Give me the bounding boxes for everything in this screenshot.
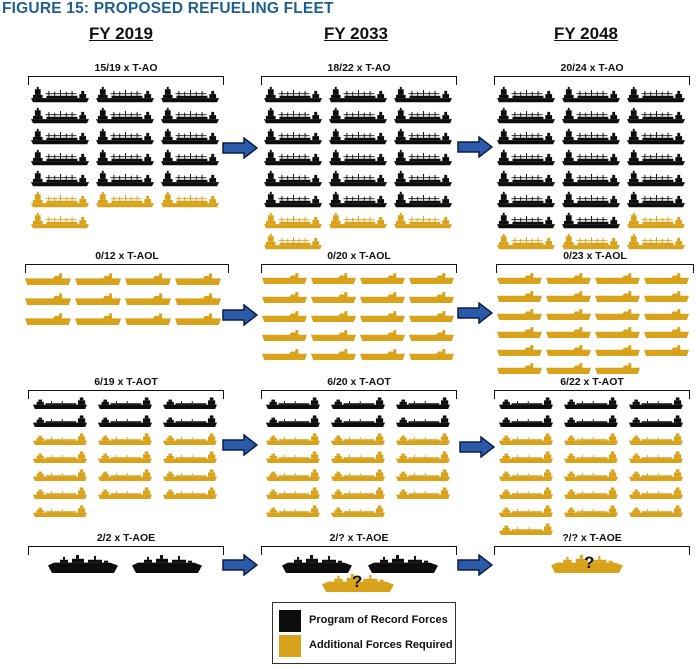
oiler-ship-icon <box>368 555 438 574</box>
oiler-ship-icon <box>329 107 387 124</box>
oiler-ship-icon <box>627 149 685 166</box>
oiler-ship-icon <box>31 170 89 187</box>
oiler-ship-icon <box>329 149 387 166</box>
tanker-ship-icon <box>396 414 450 427</box>
legend <box>272 602 456 664</box>
oiler-ship-icon <box>562 170 620 187</box>
oiler-ship-icon <box>627 191 685 208</box>
oiler-ship-icon <box>627 86 685 103</box>
tanker-ship-icon <box>311 289 356 303</box>
tanker-ship-icon <box>175 310 221 325</box>
tanker-ship-icon <box>33 450 87 463</box>
panel-label-taot-2048: 6/22 x T-AOT <box>560 376 624 388</box>
tanker-ship-icon <box>564 468 618 481</box>
tanker-ship-icon <box>497 360 542 374</box>
tanker-ship-icon <box>629 504 683 517</box>
legend-swatch-additional <box>279 635 301 657</box>
legend-swatch-program <box>279 610 301 632</box>
tanker-ship-icon <box>499 522 553 535</box>
tanker-ship-icon <box>75 290 121 305</box>
tanker-ship-icon <box>629 468 683 481</box>
oiler-ship-icon <box>627 107 685 124</box>
tanker-ship-icon <box>360 327 405 341</box>
oiler-ship-icon <box>31 191 89 208</box>
tanker-ship-icon <box>33 504 87 517</box>
oiler-ship-icon <box>562 233 620 250</box>
tanker-ship-icon <box>266 486 320 499</box>
oiler-ship-icon <box>329 212 387 229</box>
tanker-ship-icon <box>331 468 385 481</box>
oiler-ship-icon <box>96 107 154 124</box>
tanker-ship-icon <box>25 290 71 305</box>
oiler-ship-icon <box>264 107 322 124</box>
tanker-ship-icon <box>163 468 217 481</box>
oiler-ship-icon <box>48 555 118 574</box>
tanker-ship-icon <box>564 486 618 499</box>
tanker-ship-icon <box>595 360 640 374</box>
oiler-ship-icon <box>161 149 219 166</box>
tanker-ship-icon <box>546 288 591 302</box>
tanker-ship-icon <box>25 270 71 285</box>
oiler-ship-icon <box>264 233 322 250</box>
panel-label-taot-2019: 6/19 x T-AOT <box>94 376 158 388</box>
arrow-right-icon <box>457 136 493 158</box>
tanker-ship-icon <box>262 270 307 284</box>
panel-label-tao-2048: 20/24 x T-AO <box>560 62 624 74</box>
oiler-ship-icon <box>264 86 322 103</box>
oiler-ship-icon <box>31 86 89 103</box>
tanker-ship-icon <box>98 396 152 409</box>
tanker-ship-icon <box>497 306 542 320</box>
tanker-ship-icon <box>125 290 171 305</box>
oiler-ship-icon <box>497 128 555 145</box>
oiler-ship-icon <box>161 86 219 103</box>
tanker-ship-icon <box>595 306 640 320</box>
arrow-right-icon <box>222 554 258 576</box>
tanker-ship-icon <box>497 288 542 302</box>
tanker-ship-icon <box>409 346 454 360</box>
tanker-ship-icon <box>499 504 553 517</box>
oiler-ship-icon <box>497 107 555 124</box>
oiler-ship-icon <box>31 212 89 229</box>
panel-bracket-taoe-2019 <box>28 546 224 555</box>
arrow-right-icon <box>459 436 495 458</box>
tanker-ship-icon <box>163 432 217 445</box>
legend-item-additional <box>279 635 453 657</box>
oiler-ship-icon <box>264 170 322 187</box>
oiler-ship-icon <box>497 191 555 208</box>
tanker-ship-icon <box>396 450 450 463</box>
oiler-ship-icon <box>161 107 219 124</box>
tanker-ship-icon <box>409 308 454 322</box>
arrow-right-icon <box>457 302 493 324</box>
tanker-ship-icon <box>311 270 356 284</box>
tanker-ship-icon <box>409 289 454 303</box>
oiler-ship-icon <box>562 191 620 208</box>
oiler-ship-icon <box>394 128 452 145</box>
panel-bracket-tao-2019 <box>28 76 224 85</box>
oiler-ship-icon <box>394 107 452 124</box>
oiler-ship-icon <box>562 107 620 124</box>
tanker-ship-icon <box>499 414 553 427</box>
panel-label-taol-2019: 0/12 x T-AOL <box>95 250 159 262</box>
tanker-ship-icon <box>396 486 450 499</box>
tanker-ship-icon <box>546 360 591 374</box>
oiler-ship-icon <box>264 212 322 229</box>
tanker-ship-icon <box>311 327 356 341</box>
panel-bracket-taoe-2033 <box>261 546 457 555</box>
tanker-ship-icon <box>546 342 591 356</box>
tanker-ship-icon <box>644 342 689 356</box>
tanker-ship-icon <box>33 396 87 409</box>
tanker-ship-icon <box>499 450 553 463</box>
tanker-ship-icon <box>629 414 683 427</box>
oiler-ship-icon <box>394 149 452 166</box>
tanker-ship-icon <box>331 450 385 463</box>
tanker-ship-icon <box>360 289 405 303</box>
tanker-ship-icon <box>175 270 221 285</box>
tanker-ship-icon <box>409 270 454 284</box>
tanker-ship-icon <box>497 324 542 338</box>
tanker-ship-icon <box>163 450 217 463</box>
oiler-ship-icon <box>96 191 154 208</box>
oiler-ship-icon <box>497 212 555 229</box>
tanker-ship-icon <box>595 270 640 284</box>
panel-label-taoe-2033: 2/? x T-AOE <box>329 532 389 544</box>
tanker-ship-icon <box>266 468 320 481</box>
panel-label-tao-2019: 15/19 x T-AO <box>94 62 158 74</box>
panel-label-taot-2033: 6/20 x T-AOT <box>327 376 391 388</box>
tanker-ship-icon <box>125 270 171 285</box>
tanker-ship-icon <box>266 396 320 409</box>
oiler-ship-icon <box>161 191 219 208</box>
oiler-ship-icon <box>627 128 685 145</box>
tanker-ship-icon <box>629 450 683 463</box>
legend-label-program: Program of Record Forces <box>309 614 448 626</box>
legend-label-additional: Additional Forces Required <box>309 639 453 651</box>
oiler-ship-icon <box>497 149 555 166</box>
tanker-ship-icon <box>163 486 217 499</box>
tanker-ship-icon <box>331 432 385 445</box>
tanker-ship-icon <box>175 290 221 305</box>
panel-label-taol-2033: 0/20 x T-AOL <box>327 250 391 262</box>
oiler-ship-icon <box>562 86 620 103</box>
oiler-ship-icon <box>562 149 620 166</box>
oiler-ship-icon <box>394 191 452 208</box>
oiler-ship-icon <box>627 170 685 187</box>
tanker-ship-icon <box>629 432 683 445</box>
oiler-ship-icon <box>329 128 387 145</box>
figure-title: FIGURE 15: PROPOSED REFUELING FLEET <box>2 0 334 17</box>
tanker-ship-icon <box>499 468 553 481</box>
tanker-ship-icon <box>360 308 405 322</box>
oiler-ship-icon <box>282 555 352 574</box>
oiler-ship-icon <box>264 149 322 166</box>
tanker-ship-icon <box>499 486 553 499</box>
tanker-ship-icon <box>396 396 450 409</box>
tanker-ship-icon <box>497 342 542 356</box>
tanker-ship-icon <box>629 396 683 409</box>
tanker-ship-icon <box>125 310 171 325</box>
tanker-ship-icon <box>266 504 320 517</box>
tanker-ship-icon <box>595 288 640 302</box>
tanker-ship-icon <box>331 414 385 427</box>
tanker-ship-icon <box>409 327 454 341</box>
oiler-ship-icon <box>497 233 555 250</box>
tanker-ship-icon <box>396 432 450 445</box>
tanker-ship-icon <box>497 270 542 284</box>
oiler-ship-icon <box>264 128 322 145</box>
panel-label-taoe-2048: ?/? x T-AOE <box>562 532 622 544</box>
oiler-ship-icon <box>497 170 555 187</box>
tanker-ship-icon <box>629 486 683 499</box>
panel-bracket-tao-2048 <box>494 76 690 85</box>
oiler-ship-icon <box>394 212 452 229</box>
tanker-ship-icon <box>564 450 618 463</box>
oiler-ship-icon <box>627 233 685 250</box>
tanker-ship-icon <box>499 396 553 409</box>
tanker-ship-icon <box>266 432 320 445</box>
tanker-ship-icon <box>163 414 217 427</box>
tanker-ship-icon <box>75 310 121 325</box>
oiler-ship-icon <box>627 212 685 229</box>
tanker-ship-icon <box>98 468 152 481</box>
tanker-ship-icon <box>595 342 640 356</box>
tanker-ship-icon <box>262 346 307 360</box>
oiler-ship-icon <box>31 128 89 145</box>
oiler-ship-icon <box>497 86 555 103</box>
oiler-ship-icon <box>96 128 154 145</box>
oiler-ship-icon <box>96 86 154 103</box>
oiler-ship-icon <box>161 128 219 145</box>
oiler-ship-icon <box>132 555 202 574</box>
tanker-ship-icon <box>311 308 356 322</box>
tanker-ship-icon <box>546 324 591 338</box>
arrow-right-icon <box>222 434 258 456</box>
unknown-quantity-marker: ? <box>584 553 595 572</box>
arrow-right-icon <box>222 137 258 159</box>
tanker-ship-icon <box>33 432 87 445</box>
tanker-ship-icon <box>33 486 87 499</box>
tanker-ship-icon <box>98 432 152 445</box>
tanker-ship-icon <box>311 346 356 360</box>
tanker-ship-icon <box>564 396 618 409</box>
arrow-right-icon <box>222 304 258 326</box>
tanker-ship-icon <box>25 310 71 325</box>
tanker-ship-icon <box>499 432 553 445</box>
tanker-ship-icon <box>546 306 591 320</box>
tanker-ship-icon <box>644 270 689 284</box>
oiler-ship-icon <box>31 149 89 166</box>
panel-label-taol-2048: 0/23 x T-AOL <box>563 250 627 262</box>
tanker-ship-icon <box>262 327 307 341</box>
oiler-ship-icon <box>329 86 387 103</box>
oiler-ship-icon <box>96 170 154 187</box>
tanker-ship-icon <box>98 486 152 499</box>
tanker-ship-icon <box>266 450 320 463</box>
tanker-ship-icon <box>98 450 152 463</box>
tanker-ship-icon <box>331 504 385 517</box>
legend-item-program <box>279 610 449 632</box>
oiler-ship-icon <box>394 86 452 103</box>
tanker-ship-icon <box>266 414 320 427</box>
oiler-ship-icon <box>161 170 219 187</box>
oiler-ship-icon <box>329 170 387 187</box>
tanker-ship-icon <box>262 289 307 303</box>
tanker-ship-icon <box>163 396 217 409</box>
tanker-ship-icon <box>644 288 689 302</box>
tanker-ship-icon <box>75 270 121 285</box>
tanker-ship-icon <box>396 468 450 481</box>
column-header-fy2048: FY 2048 <box>554 24 618 43</box>
oiler-ship-icon <box>394 170 452 187</box>
tanker-ship-icon <box>595 324 640 338</box>
oiler-ship-icon <box>329 191 387 208</box>
panel-bracket-tao-2033 <box>261 76 457 85</box>
column-header-fy2019: FY 2019 <box>89 24 153 43</box>
tanker-ship-icon <box>644 306 689 320</box>
tanker-ship-icon <box>98 414 152 427</box>
tanker-ship-icon <box>564 504 618 517</box>
tanker-ship-icon <box>564 432 618 445</box>
tanker-ship-icon <box>360 270 405 284</box>
oiler-ship-icon <box>31 107 89 124</box>
tanker-ship-icon <box>262 308 307 322</box>
panel-label-tao-2033: 18/22 x T-AO <box>327 62 391 74</box>
panel-label-taoe-2019: 2/2 x T-AOE <box>96 532 156 544</box>
tanker-ship-icon <box>564 414 618 427</box>
tanker-ship-icon <box>644 324 689 338</box>
tanker-ship-icon <box>33 414 87 427</box>
unknown-quantity-marker: ? <box>352 572 363 591</box>
column-header-fy2033: FY 2033 <box>324 24 388 43</box>
tanker-ship-icon <box>33 468 87 481</box>
tanker-ship-icon <box>331 486 385 499</box>
tanker-ship-icon <box>546 270 591 284</box>
oiler-ship-icon <box>562 212 620 229</box>
tanker-ship-icon <box>331 396 385 409</box>
oiler-ship-icon <box>96 149 154 166</box>
oiler-ship-icon <box>264 191 322 208</box>
oiler-ship-icon <box>562 128 620 145</box>
arrow-right-icon <box>457 554 493 576</box>
tanker-ship-icon <box>360 346 405 360</box>
